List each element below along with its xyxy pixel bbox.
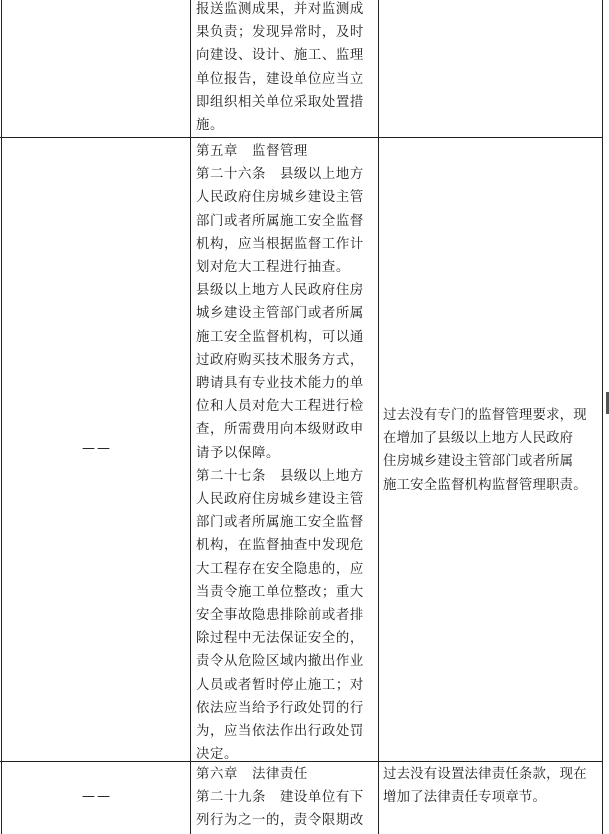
- text-line: 县级以上地方人民政府住房: [196, 283, 364, 299]
- text-line: 单位报告，建设单位应当立: [196, 71, 364, 87]
- text-line: 划对危大工程进行抽查。: [196, 260, 350, 276]
- text-line: 在增加了县级以上地方人民政府: [383, 431, 574, 447]
- text-line: 列行为之一的，责令限期改: [196, 813, 364, 829]
- text-line: 请予以保障。: [196, 445, 280, 461]
- text-line: 报送监测成果，并对监测成: [196, 2, 364, 17]
- text-line: 第二十六条 县级以上地方: [196, 167, 364, 183]
- text-line: 即组织相关单位采取处置措: [196, 94, 364, 110]
- text-line: 除过程中无法保证安全的，: [196, 631, 364, 647]
- row2-change-note: [383, 404, 587, 497]
- text-line: 住房城乡建设主管部门或者所属: [383, 454, 574, 470]
- row2-previous-provision: ——: [82, 441, 112, 456]
- text-line: 过去没有设置法律责任条款，现在: [383, 767, 587, 782]
- text-line: 人民政府住房城乡建设主管: [196, 190, 364, 206]
- text-line: 人民政府住房城乡建设主管: [196, 492, 364, 508]
- row2-provision-text: [196, 140, 364, 766]
- text-line: 部门或者所属施工安全监督: [196, 515, 364, 531]
- text-line: 为，应当依法作出行政处罚: [196, 724, 364, 740]
- text-line: 施工安全监督机构监督管理职责。: [383, 477, 587, 493]
- text-line: 依法应当给予行政处罚的行: [196, 700, 364, 716]
- text-line: 决定。: [196, 747, 238, 763]
- text-line: 责令从危险区域内撤出作业: [196, 654, 364, 670]
- text-line: 人员或者暂时停止施工；对: [196, 677, 364, 693]
- text-line: 查，所需费用向本级财政申: [196, 422, 364, 438]
- text-line: 第二十七条 县级以上地方: [196, 468, 364, 484]
- text-line: 当责令施工单位整改；重大: [196, 584, 364, 600]
- chapter-heading: 第五章 监督管理: [196, 144, 308, 159]
- row3-provision-text: [196, 763, 364, 833]
- text-line: 过去没有专门的监督管理要求，现: [383, 408, 587, 423]
- table-divider-2: [378, 0, 379, 834]
- text-line: 安全事故隐患排除前或者排: [196, 608, 364, 624]
- text-line: 机构，在监督抽查中发现危: [196, 538, 364, 554]
- text-line: 施。: [196, 118, 224, 134]
- table-border-left: [1, 0, 2, 834]
- text-line: 城乡建设主管部门或者所属: [196, 306, 364, 322]
- text-line: 聘请具有专业技术能力的单: [196, 376, 364, 392]
- table-border-right: [602, 0, 603, 834]
- text-line: 机构，应当根据监督工作计: [196, 236, 364, 252]
- text-line: 向建设、设计、施工、监理: [196, 48, 364, 64]
- row3-change-note: [383, 763, 587, 809]
- text-line: 施工安全监督机构，可以通: [196, 329, 364, 345]
- text-line: 第二十九条 建设单位有下: [196, 790, 364, 806]
- chapter-heading: 第六章 法律责任: [196, 767, 308, 782]
- text-line: 大工程存在安全隐患的，应: [196, 561, 364, 577]
- table-divider-1: [190, 0, 191, 834]
- text-line: 部门或者所属施工安全监督: [196, 213, 364, 229]
- row3-previous-provision: ——: [82, 789, 112, 804]
- text-line: 位和人员对危大工程进行检: [196, 399, 364, 415]
- text-line: 果负责；发现异常时，及时: [196, 25, 364, 41]
- row1-provision-text: [196, 0, 364, 137]
- text-line: 增加了法律责任专项章节。: [383, 790, 547, 806]
- text-line: 过政府购买技术服务方式，: [196, 352, 364, 368]
